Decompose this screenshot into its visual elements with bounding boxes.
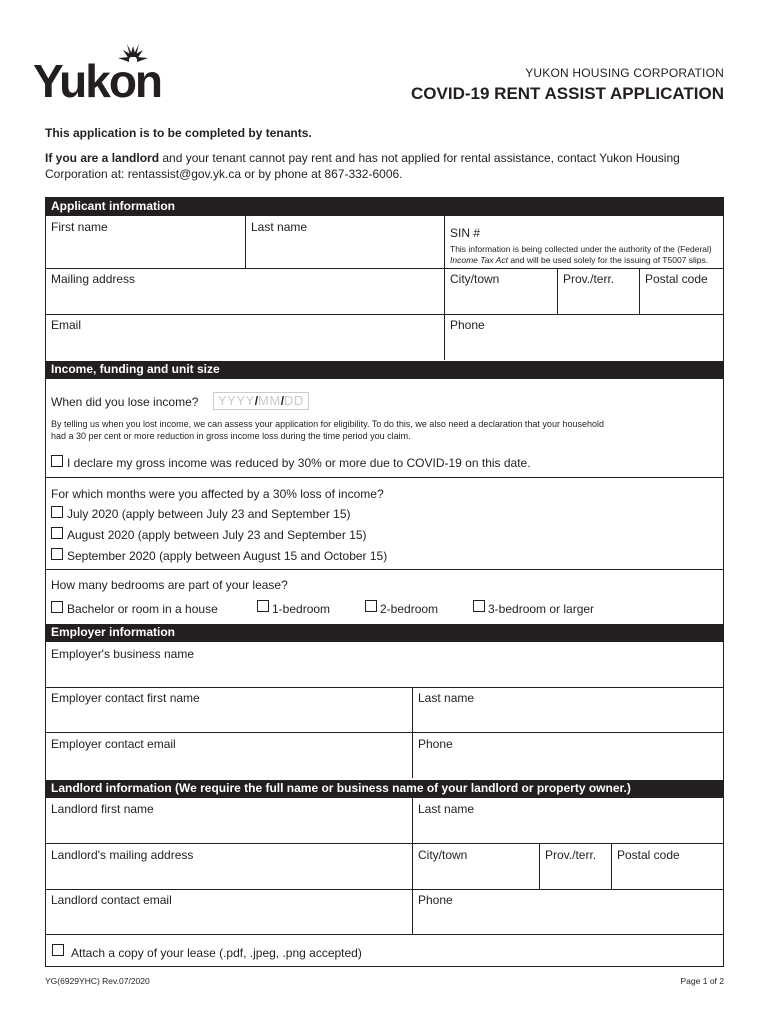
- attach-lease-checkbox[interactable]: [52, 944, 64, 956]
- divider: [444, 216, 445, 360]
- date-year: YYYY: [218, 393, 255, 408]
- bedroom-1-checkbox[interactable]: [257, 600, 269, 612]
- divider: [245, 216, 246, 268]
- landlord-city-field[interactable]: City/town: [418, 848, 468, 862]
- sin-note-line1: This information is being collected under the authority of the (Federal): [450, 244, 712, 254]
- bedroom-2-checkbox[interactable]: [365, 600, 377, 612]
- bedroom-2-label: 2-bedroom: [380, 602, 439, 616]
- income-note-line2: had a 30 per cent or more reduction in gross income loss during the time period you claim.: [51, 431, 411, 441]
- landlord-email-field[interactable]: Landlord contact email: [51, 893, 172, 907]
- page-title: COVID-19 RENT ASSIST APPLICATION: [411, 84, 724, 103]
- divider: [45, 569, 724, 570]
- prov-field[interactable]: Prov./terr.: [563, 272, 615, 286]
- postal-code-field[interactable]: Postal code: [645, 272, 708, 286]
- bedroom-3-checkbox[interactable]: [473, 600, 485, 612]
- month-september-checkbox[interactable]: [51, 548, 63, 560]
- date-month: MM: [258, 393, 281, 408]
- income-tax-act: Income Tax Act: [450, 255, 508, 265]
- divider: [412, 798, 413, 934]
- mailing-address-field[interactable]: Mailing address: [51, 272, 136, 286]
- lose-income-date-input[interactable]: [213, 392, 309, 410]
- employer-phone-field[interactable]: Phone: [418, 737, 453, 751]
- intro-landlord-bold: If you are a landlord: [45, 151, 160, 165]
- months-question: For which months were you affected by a 30% loss of income?: [51, 487, 384, 501]
- divider: [639, 268, 640, 314]
- divider: [45, 268, 724, 269]
- month-august-checkbox[interactable]: [51, 527, 63, 539]
- divider: [45, 687, 724, 688]
- employer-contact-email-field[interactable]: Employer contact email: [51, 737, 176, 751]
- income-note-line1: By telling us when you lost income, we can assess your application for eligibility. To do this, we also need a declaration that your household: [51, 419, 604, 429]
- divider: [611, 843, 612, 889]
- page-number: Page 1 of 2: [680, 976, 724, 986]
- divider: [45, 934, 724, 935]
- organization-name: YUKON HOUSING CORPORATION: [525, 66, 724, 80]
- divider: [45, 732, 724, 733]
- logo-wordmark: Yukon: [33, 55, 162, 107]
- bedrooms-question: How many bedrooms are part of your lease?: [51, 578, 288, 592]
- intro-landlord-rest: and your tenant cannot pay rent and has not applied for rental assistance, contact Yukon Housing Corporation at: rentassist@gov.yk.ca or by phone at 867-332-6006.: [45, 151, 680, 181]
- declare-checkbox[interactable]: [51, 455, 63, 467]
- month-august-label: August 2020 (apply between July 23 and September 15): [67, 528, 367, 542]
- divider: [539, 843, 540, 889]
- divider: [45, 314, 724, 315]
- month-september-label: September 2020 (apply between August 15 and October 15): [67, 549, 388, 563]
- divider: [557, 268, 558, 314]
- form-code: YG(6929YHC) Rev.07/2020: [45, 976, 150, 986]
- bedroom-bachelor-checkbox[interactable]: [51, 601, 63, 613]
- employer-business-name-field[interactable]: Employer's business name: [51, 647, 195, 661]
- date-separator: /: [280, 394, 285, 408]
- divider: [45, 477, 724, 478]
- sin-note-line2: [450, 255, 708, 266]
- employer-contact-first-name-field[interactable]: Employer contact first name: [51, 691, 200, 705]
- attach-lease-label: Attach a copy of your lease (.pdf, .jpeg, .png accepted): [71, 946, 362, 960]
- landlord-last-name-field[interactable]: Last name: [418, 802, 475, 816]
- phone-field[interactable]: Phone: [450, 318, 485, 332]
- intro-landlord: [45, 150, 735, 182]
- sin-note-rest: and will be used solely for the issuing of T5007 slips.: [507, 255, 709, 265]
- section-applicant-heading: Applicant information: [45, 198, 724, 216]
- month-july-checkbox[interactable]: [51, 506, 63, 518]
- section-employer-heading: Employer information: [45, 624, 724, 642]
- email-field[interactable]: Email: [51, 318, 82, 332]
- landlord-postal-code-field[interactable]: Postal code: [617, 848, 680, 862]
- bedroom-3-label: 3-bedroom or larger: [488, 602, 595, 616]
- sin-field[interactable]: SIN #: [450, 226, 481, 240]
- lose-income-question: [51, 395, 198, 409]
- bedroom-bachelor-label: Bachelor or room in a house: [67, 602, 218, 616]
- divider: [45, 843, 724, 844]
- first-name-field[interactable]: First name: [51, 220, 108, 234]
- date-day: DD: [284, 393, 304, 408]
- landlord-first-name-field[interactable]: Landlord first name: [51, 802, 154, 816]
- month-july-label: July 2020 (apply between July 23 and September 15): [67, 507, 351, 521]
- last-name-field[interactable]: Last name: [251, 220, 308, 234]
- landlord-phone-field[interactable]: Phone: [418, 893, 453, 907]
- section-landlord-heading: Landlord information (We require the full name or business name of your landlord or property owner.): [45, 780, 724, 798]
- bedroom-1-label: 1-bedroom: [272, 602, 331, 616]
- intro-tenants: This application is to be completed by tenants.: [45, 126, 312, 140]
- declare-label: I declare my gross income was reduced by 30% or more due to COVID-19 on this date.: [67, 456, 531, 470]
- city-field[interactable]: City/town: [450, 272, 500, 286]
- date-separator: /: [254, 394, 259, 408]
- lose-income-label: When did you lose income?: [51, 395, 199, 409]
- landlord-mailing-address-field[interactable]: Landlord's mailing address: [51, 848, 194, 862]
- divider: [45, 889, 724, 890]
- section-income-heading: Income, funding and unit size: [45, 361, 724, 379]
- yukon-logo: [33, 44, 173, 106]
- employer-contact-last-name-field[interactable]: Last name: [418, 691, 475, 705]
- landlord-prov-field[interactable]: Prov./terr.: [545, 848, 597, 862]
